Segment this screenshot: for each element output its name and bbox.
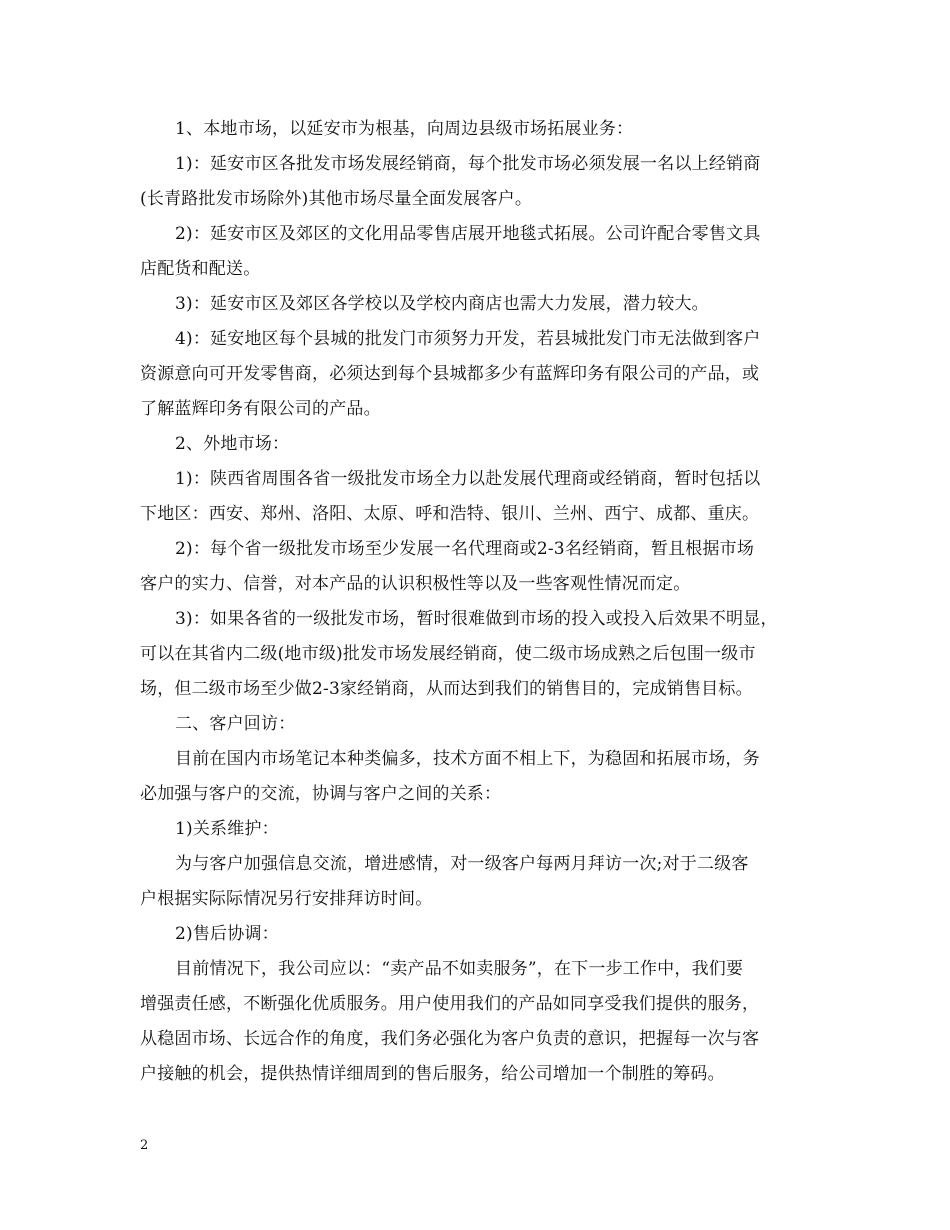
paragraph-line: 2)：延安市区及郊区的文化用品零售店展开地毯式拓展。公司许配合零售文具 bbox=[175, 224, 761, 244]
paragraph-line: 为与客户加强信息交流，增进感情，对一级客户每两月拜访一次;对于二级客 bbox=[175, 854, 749, 874]
paragraph-line: 二、客户回访： bbox=[175, 714, 296, 734]
paragraph-line: 4)：延安地区每个县城的批发门市须努力开发，若县城批发门市无法做到客户 bbox=[175, 329, 761, 349]
paragraph-line: 资源意向可开发零售商，必须达到每个县城都多少有蓝辉印务有限公司的产品，或 bbox=[140, 364, 760, 384]
paragraph-line: 目前情况下，我公司应以：“卖产品不如卖服务”，在下一步工作中，我们要 bbox=[175, 959, 744, 979]
paragraph-line: 可以在其省内二级(地市级)批发市场发展经销商，使二级市场成熟之后包围一级市 bbox=[140, 644, 756, 664]
paragraph-line: 目前在国内市场笔记本种类偏多，技术方面不相上下，为稳固和拓展市场，务 bbox=[175, 749, 760, 769]
paragraph-line: 场，但二级市场至少做2-3家经销商，从而达到我们的销售目的，完成销售目标。 bbox=[140, 679, 753, 699]
paragraph-line: 2、外地市场： bbox=[175, 434, 290, 454]
paragraph-line: 从稳固市场、长远合作的角度，我们务必强化为客户负责的意识，把握每一次与客 bbox=[140, 1029, 760, 1049]
paragraph-line: 1、本地市场，以延安市为根基，向周边县级市场拓展业务： bbox=[175, 119, 634, 139]
paragraph-line: 户接触的机会，提供热情详细周到的售后服务，给公司增加一个制胜的筹码。 bbox=[140, 1064, 725, 1084]
paragraph-line: 了解蓝辉印务有限公司的产品。 bbox=[140, 399, 381, 419]
paragraph-line: 1)：陕西省周围各省一级批发市场全力以赴发展代理商或经销商，暂时包括以 bbox=[175, 469, 761, 489]
paragraph-line: 2)：每个省一级批发市场至少发展一名代理商或2-3名经销商，暂且根据市场 bbox=[175, 539, 755, 559]
paragraph-line: 必加强与客户的交流，协调与客户之间的关系： bbox=[140, 784, 502, 804]
paragraph-line: 3)：如果各省的一级批发市场，暂时很难做到市场的投入或投入后效果不明显， bbox=[175, 609, 778, 629]
paragraph-line: 3)：延安市区及郊区各学校以及学校内商店也需大力发展，潜力较大。 bbox=[175, 294, 709, 314]
paragraph-line: (长青路批发市场除外)其他市场尽量全面发展客户。 bbox=[140, 189, 533, 209]
paragraph-line: 下地区：西安、郑州、洛阳、太原、呼和浩特、银川、兰州、西宁、成都、重庆。 bbox=[140, 504, 760, 524]
paragraph-line: 店配货和配送。 bbox=[140, 259, 261, 279]
paragraph-line: 1)：延安市区各批发市场发展经销商，每个批发市场必须发展一名以上经销商 bbox=[175, 154, 761, 174]
paragraph-line: 客户的实力、信誉，对本产品的认识积极性等以及一些客观性情况而定。 bbox=[140, 574, 691, 594]
paragraph-line: 1)关系维护： bbox=[175, 819, 279, 839]
paragraph-line: 2)售后协调： bbox=[175, 924, 279, 944]
paragraph-line: 增强责任感，不断强化优质服务。用户使用我们的产品如同享受我们提供的服务， bbox=[140, 994, 760, 1014]
paragraph-line: 户根据实际际情况另行安排拜访时间。 bbox=[140, 889, 433, 909]
page-number: 2 bbox=[140, 1138, 149, 1153]
